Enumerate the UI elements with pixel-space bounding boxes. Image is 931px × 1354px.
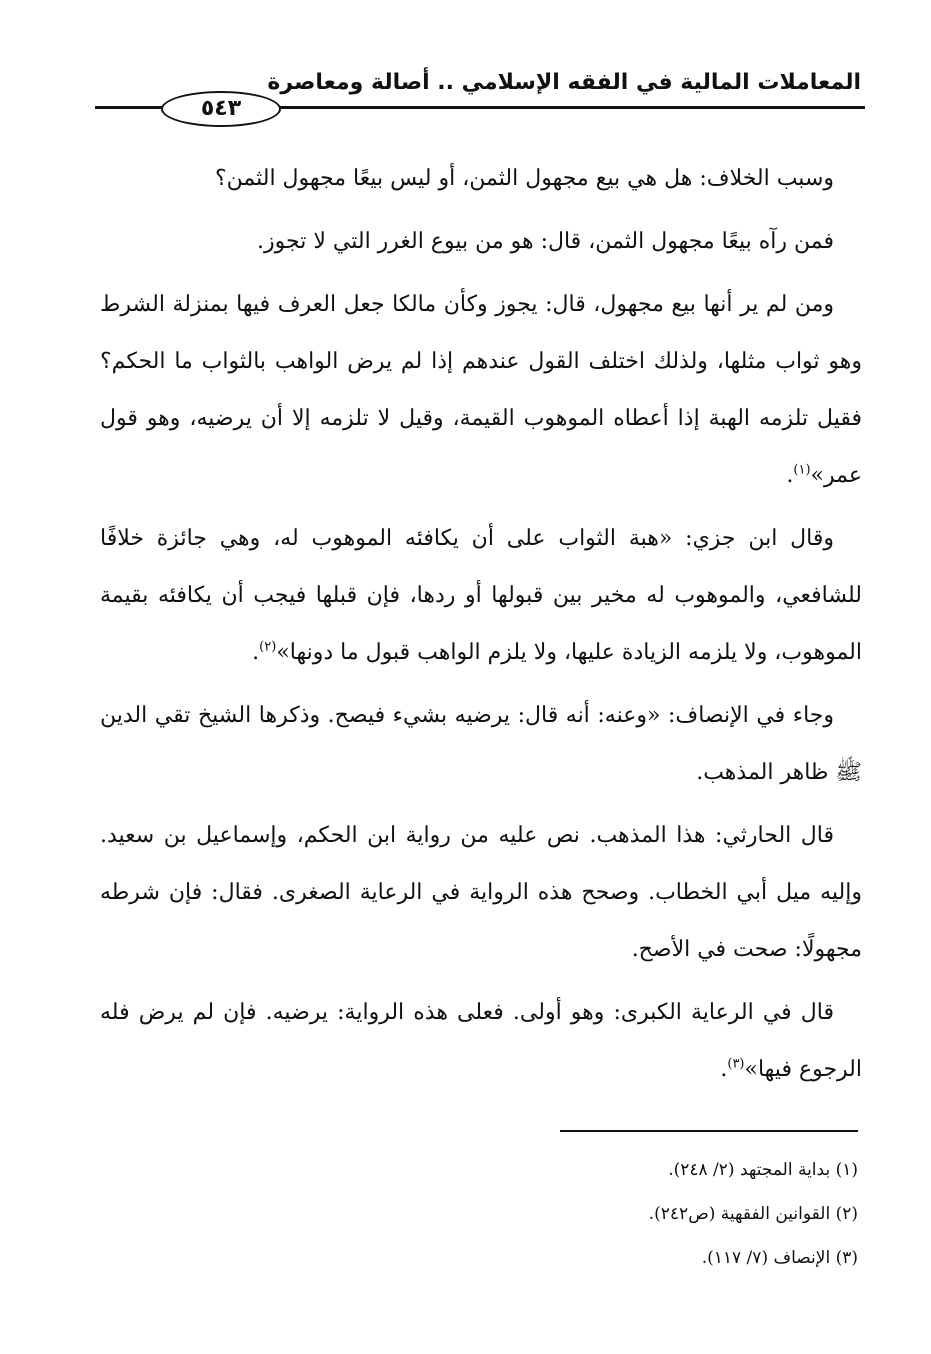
footnote-ref-1: (١) bbox=[793, 462, 811, 478]
page-header bbox=[95, 62, 865, 132]
paragraph-2: فمن رآه بيعًا مجهول الثمن، قال: هو من بيوع الغرر التي لا تجوز. bbox=[257, 229, 834, 254]
main-text bbox=[100, 150, 862, 1104]
page-number: ٥٤٣ bbox=[161, 91, 281, 127]
footnote-ref-2: (٢) bbox=[259, 639, 277, 655]
footnotes bbox=[300, 1148, 858, 1280]
paragraph-6: قال الحارثي: هذا المذهب. نص عليه من رواية ابن الحكم، وإسماعيل بن سعيد. وإليه ميل أبي الخطاب. وصحح هذه الرواية في الرعاية الصغرى. فقال: فإن شرطه مجهولًا: صحت في الأصح. bbox=[100, 823, 862, 962]
footnote-2: (٢) القوانين الفقهية (ص٢٤٢). bbox=[648, 1204, 858, 1224]
paragraph-3: ومن لم ير أنها بيع مجهول، قال: يجوز وكأن مالكا جعل العرف فيها بمنزلة الشرط وهو ثواب مثلها، ولذلك اختلف القول عندهم إذا لم يرض الواهب بالثواب ما الحكم؟ فقيل تلزمه الهبة إذا أعطاه الموهوب القيمة، وقيل لا تلزمه إلا أن يرضيه، وهو قول عمر»$^{(١)}$. bbox=[100, 292, 862, 488]
footnote-3: (٣) الإنصاف (٧/ ١١٧). bbox=[701, 1248, 858, 1268]
paragraph-7: قال في الرعاية الكبرى: وهو أولى. فعلى هذه الرواية: يرضيه. فإن لم يرض فله الرجوع فيها»$^{(٣)}$. bbox=[100, 1000, 862, 1082]
footnote-1: (١) بداية المجتهد (٢/ ٢٤٨). bbox=[668, 1160, 858, 1180]
footnote-separator bbox=[560, 1130, 858, 1132]
footnote-ref-3: (٣) bbox=[727, 1056, 745, 1072]
running-title: المعاملات المالية في الفقه الإسلامي .. أصالة ومعاصرة bbox=[267, 70, 861, 95]
paragraph-5: وجاء في الإنصاف: «وعنه: أنه قال: يرضيه بشيء فيصح. وذكرها الشيخ تقي الدين ﷺ ظاهر المذهب. bbox=[100, 703, 862, 785]
paragraph-1: وسبب الخلاف: هل هي بيع مجهول الثمن، أو ليس بيعًا مجهول الثمن؟ bbox=[214, 166, 834, 191]
paragraph-4: وقال ابن جزي: «هبة الثواب على أن يكافئه الموهوب له، وهي جائزة خلافًا للشافعي، والموهوب له مخير بين قبولها أو ردها، فإن قبلها فيجب أن يكافئه بقيمة الموهوب، ولا يلزمه الزيادة عليها، ولا يلزم الواهب قبول ما دونها»$^{(٢)}$. bbox=[100, 526, 862, 665]
